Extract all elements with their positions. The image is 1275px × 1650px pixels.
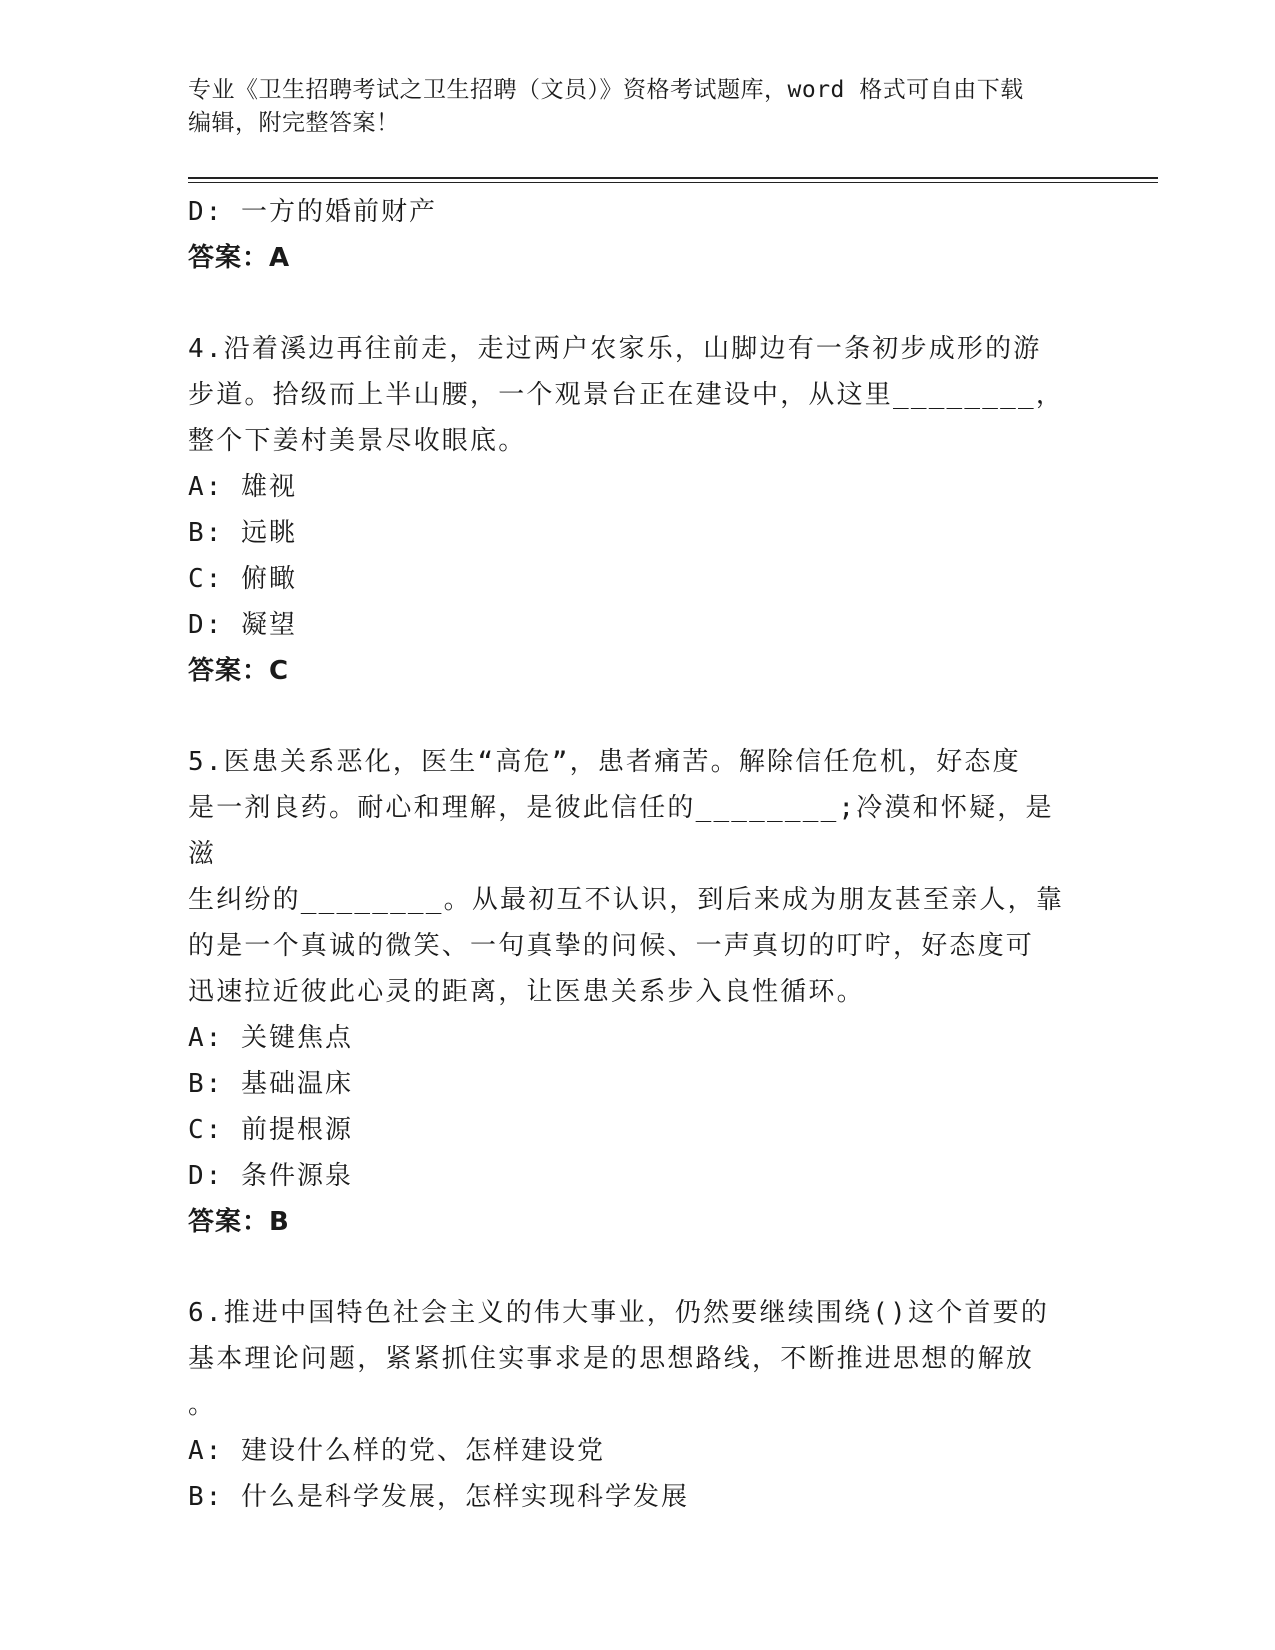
option-b: B: 远眺: [188, 518, 297, 548]
option-c: C: 俯瞰: [188, 564, 297, 594]
option-c: C: 前提根源: [188, 1115, 353, 1145]
question-content: [188, 189, 1078, 1520]
question-4: [188, 326, 1078, 694]
answer: 答案：B: [188, 1207, 290, 1237]
question-5: [188, 739, 1078, 1245]
question-6: [188, 1290, 1078, 1520]
question-stem-line: 5.医患关系恶化，医生“高危”，患者痛苦。解除信任危机，好态度: [188, 747, 1021, 777]
option-a: A: 关键焦点: [188, 1023, 353, 1053]
question-stem-line: 4.沿着溪边再往前走，走过两户农家乐，山脚边有一条初步成形的游: [188, 334, 1042, 364]
document-header: [188, 74, 1088, 140]
header-divider-thin: [188, 182, 1158, 183]
question-stem-line: 是一剂良药。耐心和理解，是彼此信任的________;冷漠和怀疑，是滋: [188, 793, 1054, 869]
option-b: B: 基础温床: [188, 1069, 353, 1099]
question-stem-line: 6.推进中国特色社会主义的伟大事业，仍然要继续围绕()这个首要的: [188, 1298, 1050, 1328]
option-d: D: 凝望: [188, 610, 297, 640]
header-line-1: 专业《卫生招聘考试之卫生招聘（文员）》资格考试题库，word 格式可自由下载: [188, 77, 1024, 103]
question-stem-line: 整个下姜村美景尽收眼底。: [188, 426, 527, 456]
answer: 答案：C: [188, 656, 290, 686]
header-line-2: 编辑，附完整答案！: [188, 110, 400, 136]
question-stem-line: 生纠纷的________。从最初互不认识，到后来成为朋友甚至亲人，靠: [188, 885, 1065, 915]
option-d: D: 条件源泉: [188, 1161, 353, 1191]
question-stem-line: 基本理论问题，紧紧抓住实事求是的思想路线，不断推进思想的解放: [188, 1344, 1035, 1374]
question-stem-line: 。: [188, 1390, 217, 1420]
question-3-tail: [188, 189, 1078, 281]
question-stem-line: 步道。拾级而上半山腰，一个观景台正在建设中，从这里________，: [188, 380, 1065, 410]
option-b: B: 什么是科学发展，怎样实现科学发展: [188, 1482, 689, 1512]
option-a: A: 建设什么样的党、怎样建设党: [188, 1436, 605, 1466]
question-stem-line: 迅速拉近彼此心灵的距离，让医患关系步入良性循环。: [188, 977, 865, 1007]
answer: 答案：A: [188, 243, 291, 273]
question-stem-line: 的是一个真诚的微笑、一句真挚的问候、一声真切的叮咛，好态度可: [188, 931, 1035, 961]
header-divider-thick: [188, 177, 1158, 179]
option-d: D: 一方的婚前财产: [188, 197, 437, 227]
option-a: A: 雄视: [188, 472, 297, 502]
